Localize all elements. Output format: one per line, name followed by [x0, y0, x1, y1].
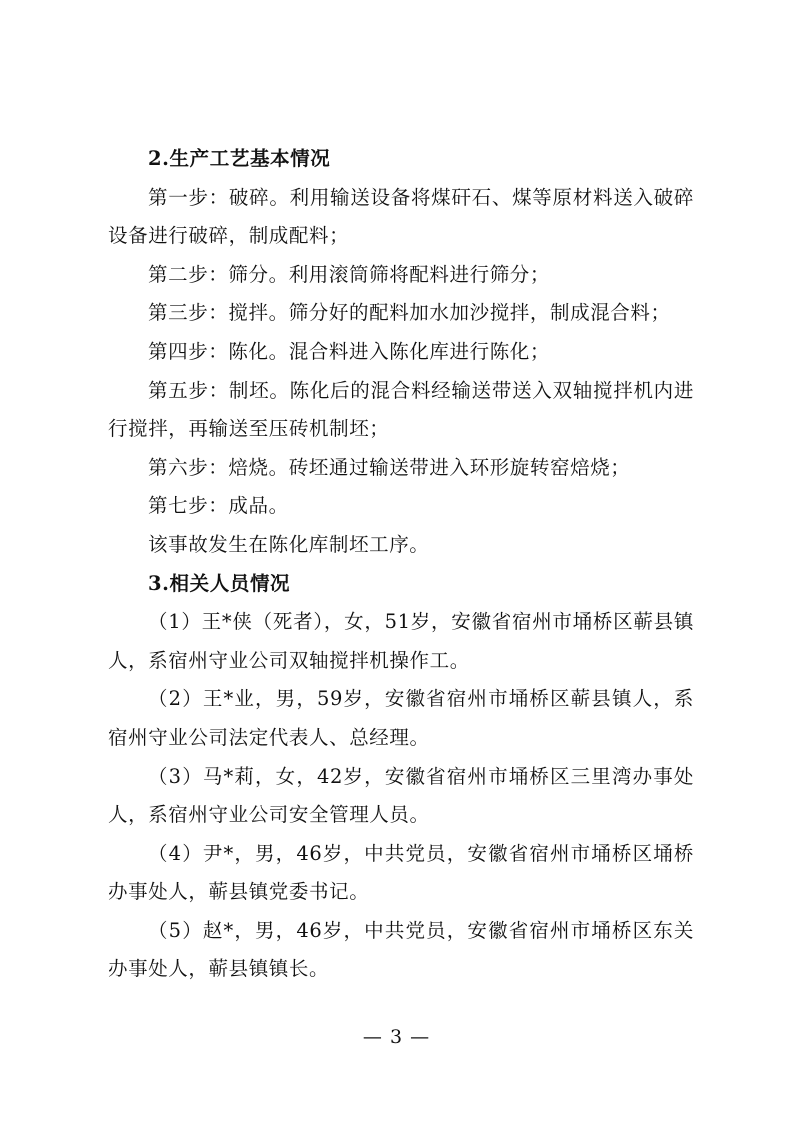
step-1-paragraph: 第一步：破碎。利用输送设备将煤矸石、煤等原材料送入破碎设备进行破碎，制成配料； [108, 185, 694, 248]
person-5-paragraph: （5）赵*，男，46岁，中共党员，安徽省宿州市埇桥区东关办事处人，蕲县镇镇长。 [108, 918, 694, 981]
step-6-paragraph: 第六步：焙烧。砖坯通过输送带进入环形旋转窑焙烧； [148, 455, 631, 479]
step-3-paragraph: 第三步：搅拌。筛分好的配料加水加沙搅拌，制成混合料； [148, 301, 671, 325]
step-7-paragraph: 第七步：成品。 [148, 494, 289, 518]
document-body [108, 140, 694, 989]
person-2-paragraph: （2）王*业，男，59岁，安徽省宿州市埇桥区蕲县镇人，系宿州守业公司法定代表人、总经理。 [108, 687, 694, 749]
person-3-paragraph: （3）马*莉，女，42岁，安徽省宿州市埇桥区三里湾办事处人，系宿州守业公司安全管理人员。 [108, 764, 694, 827]
person-1-paragraph: （1）王*侠（死者），女，51岁，安徽省宿州市埇桥区蕲县镇人，系宿州守业公司双轴搅拌机操作工。 [108, 610, 694, 672]
accident-location-paragraph: 该事故发生在陈化库制坯工序。 [148, 532, 430, 556]
person-4-paragraph: （4）尹*，男，46岁，中共党员，安徽省宿州市埇桥区埇桥办事处人，蕲县镇党委书记。 [108, 841, 694, 904]
step-2-paragraph: 第二步：筛分。利用滚筒筛将配料进行筛分； [148, 262, 551, 286]
page-number: — 3 — [362, 1026, 431, 1048]
section-heading-related-persons: 3.相关人员情况 [148, 571, 291, 595]
step-5-paragraph: 第五步：制坯。陈化后的混合料经输送带送入双轴搅拌机内进行搅拌，再输送至压砖机制坯； [108, 378, 694, 441]
step-4-paragraph: 第四步：陈化。混合料进入陈化库进行陈化； [148, 339, 551, 363]
section-heading-production-process: 2.生产工艺基本情况 [148, 147, 331, 170]
